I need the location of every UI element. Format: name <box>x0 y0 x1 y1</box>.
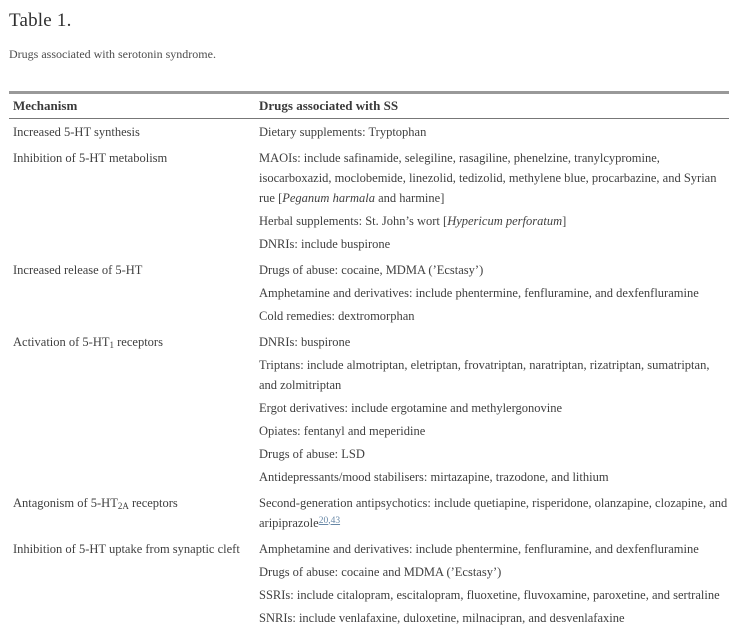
drug-entry: Drugs of abuse: LSD <box>259 444 729 464</box>
latin-name: Hypericum perforatum <box>447 214 562 228</box>
drug-entry: Antidepressants/mood stabilisers: mirtazapine, trazodone, and lithium <box>259 467 729 487</box>
mechanism-cell: Activation of $5-HT_1$ receptors <box>9 329 255 490</box>
citation-link[interactable]: 20 <box>319 516 329 526</box>
drug-entry: Second-generation antipsychotics: include quetiapine, risperidone, olanzapine, clozapine, and aripiprazole$^{20,43}$ <box>259 493 729 533</box>
drugs-table <box>9 91 729 631</box>
citation-link[interactable]: 43 <box>331 516 341 526</box>
drug-entry: MAOIs: include safinamide, selegiline, rasagiline, phenelzine, tranylcypromine, isocarboxazid, moclobemide, linezolid, tedizolid, methylene blue, procarbazine, and Syrian rue [Peganum harmala and harmine] <box>259 148 729 208</box>
header-mechanism: Mechanism <box>9 93 255 119</box>
drugs-cell <box>255 119 729 146</box>
table-row <box>9 119 729 146</box>
drug-entry: Dietary supplements: Tryptophan <box>259 122 729 142</box>
mechanism-cell: Antagonism of $5-HT_{2A}$ receptors <box>9 490 255 536</box>
drugs-cell <box>255 145 729 257</box>
drug-entry: Cold remedies: dextromorphan <box>259 306 729 326</box>
receptor-subscript: 2A <box>118 501 129 511</box>
table-row <box>9 145 729 257</box>
mechanism-cell: Increased release of 5-HT <box>9 257 255 329</box>
drug-entry: DNRIs: include buspirone <box>259 234 729 254</box>
latin-name: Peganum harmala <box>282 191 375 205</box>
drug-entry: Herbal supplements: St. John’s wort [Hypericum perforatum] <box>259 211 729 231</box>
drugs-cell <box>255 329 729 490</box>
table-row <box>9 490 729 536</box>
header-row <box>9 93 729 119</box>
drugs-cell <box>255 536 729 631</box>
table-body <box>9 119 729 631</box>
drug-entry: DNRIs: buspirone <box>259 332 729 352</box>
drug-entry: Triptans: include almotriptan, eletriptan, frovatriptan, naratriptan, rizatriptan, sumatriptan, and zolmitriptan <box>259 355 729 395</box>
table-row <box>9 329 729 490</box>
mechanism-cell: Inhibition of 5-HT uptake from synaptic cleft <box>9 536 255 631</box>
drug-entry: Drugs of abuse: cocaine, MDMA (’Ecstasy’) <box>259 260 729 280</box>
drug-entry: SNRIs: include venlafaxine, duloxetine, milnacipran, and desvenlafaxine <box>259 608 729 628</box>
drug-entry: Amphetamine and derivatives: include phentermine, fenfluramine, and dexfenfluramine <box>259 539 729 559</box>
drugs-cell <box>255 490 729 536</box>
table-row <box>9 536 729 631</box>
drug-entry: SSRIs: include citalopram, escitalopram, fluoxetine, fluvoxamine, paroxetine, and sertraline <box>259 585 729 605</box>
drugs-cell <box>255 257 729 329</box>
table-header <box>9 93 729 119</box>
drug-entry: Amphetamine and derivatives: include phentermine, fenfluramine, and dexfenfluramine <box>259 283 729 303</box>
table-row <box>9 257 729 329</box>
citation-refs: 20,43 <box>319 516 340 526</box>
drug-entry: Drugs of abuse: cocaine and MDMA (’Ecstasy’) <box>259 562 729 582</box>
receptor-subscript: 1 <box>110 340 115 350</box>
drug-entry: Ergot derivatives: include ergotamine and methylergonovine <box>259 398 729 418</box>
mechanism-cell: Increased 5-HT synthesis <box>9 119 255 146</box>
header-drugs: Drugs associated with SS <box>255 93 729 119</box>
table-title: Table 1. <box>9 10 729 32</box>
mechanism-cell: Inhibition of 5-HT metabolism <box>9 145 255 257</box>
drug-entry: Opiates: fentanyl and meperidine <box>259 421 729 441</box>
table-caption: Drugs associated with serotonin syndrome. <box>9 47 729 62</box>
